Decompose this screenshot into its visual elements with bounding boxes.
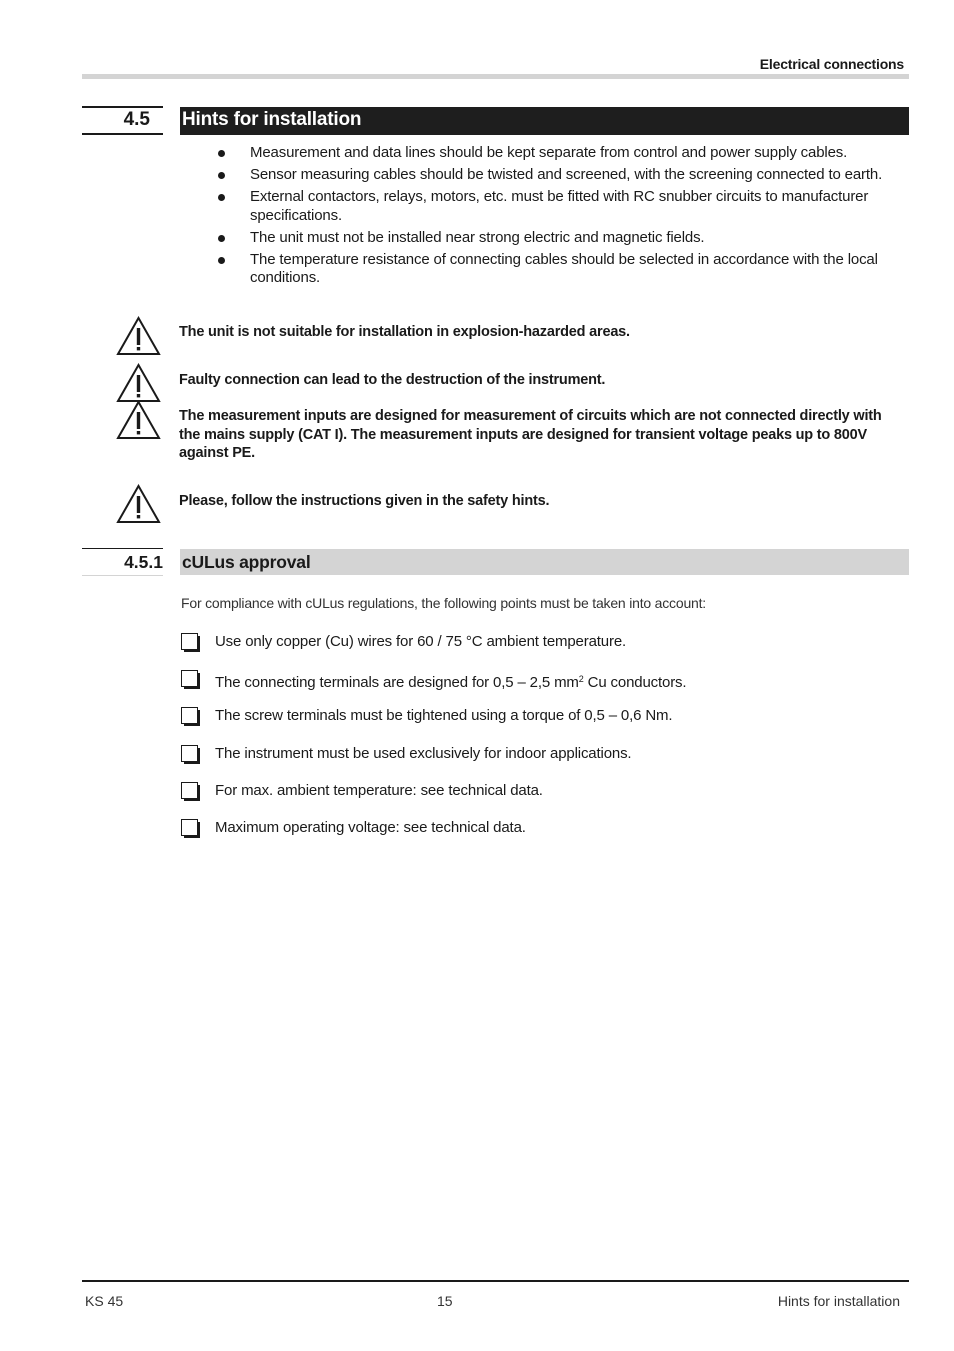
subsection-number-rule-bottom <box>82 575 163 576</box>
approval-checklist <box>181 630 686 853</box>
bullet-icon <box>218 194 225 201</box>
running-header: Electrical connections <box>759 56 904 72</box>
subsection-title: cULus approval <box>182 552 311 572</box>
warning-text: The measurement inputs are designed for measurement of circuits which are not connected directly with the mains supply (CAT I). The measurement inputs are designed for transient voltage peaks up to 800V against PE. <box>179 408 882 461</box>
checkbox-icon <box>181 707 198 724</box>
section-number-rule-bottom <box>82 133 163 135</box>
bullet-icon <box>218 257 225 264</box>
list-item: Measurement and data lines should be kept separate from control and power supply cables. <box>213 144 913 163</box>
checkbox-icon <box>181 745 198 762</box>
warning-triangle-icon <box>116 316 161 356</box>
list-item: The unit must not be installed near strong electric and magnetic fields. <box>213 229 913 248</box>
list-item: Sensor measuring cables should be twisted and screened, with the screening connected to earth. <box>213 166 913 185</box>
warning-text: Faulty connection can lead to the destruction of the instrument. <box>179 372 606 388</box>
warning-triangle-icon <box>116 363 161 403</box>
section-title: Hints for installation <box>182 109 362 130</box>
list-item: External contactors, relays, motors, etc. must be fitted with RC snubber circuits to manufacturer specifications. <box>213 188 913 225</box>
header-rule <box>82 74 909 79</box>
warning-text: Please, follow the instructions given in the safety hints. <box>179 493 550 509</box>
warning-text: The unit is not suitable for installation in explosion-hazarded areas. <box>179 324 630 340</box>
checklist-item: Maximum operating voltage: see technical data. <box>181 816 686 853</box>
subsection-intro: For compliance with cULus regulations, the following points must be taken into account: <box>181 595 706 611</box>
checkbox-icon <box>181 782 198 799</box>
checklist-item: The connecting terminals are designed for 0,5 – 2,5 $mm^2$ Cu conductors. <box>181 667 686 704</box>
hints-list <box>213 144 913 291</box>
bullet-icon <box>218 172 225 179</box>
bullet-icon <box>218 235 225 242</box>
superscript: 2 <box>578 674 584 685</box>
checklist-item: The instrument must be used exclusively for indoor applications. <box>181 742 686 779</box>
section-number: 4.5 <box>123 109 150 130</box>
section-number-rule-top <box>82 106 163 108</box>
subsection-number-rule-top <box>82 548 163 549</box>
warning-triangle-icon <box>116 484 161 524</box>
checkbox-icon <box>181 633 198 650</box>
checklist-item: The screw terminals must be tightened using a torque of 0,5 – 0,6 Nm. <box>181 704 686 741</box>
checklist-item: Use only copper (Cu) wires for 60 / 75 °C ambient temperature. <box>181 630 686 667</box>
footer-rule <box>82 1280 909 1282</box>
footer-product: KS 45 <box>85 1293 124 1309</box>
warning-triangle-icon <box>116 400 161 440</box>
checkbox-icon <box>181 819 198 836</box>
subsection-number: 4.5.1 <box>124 552 163 572</box>
page-number: 15 <box>437 1293 453 1309</box>
bullet-icon <box>218 150 225 157</box>
list-item: The temperature resistance of connecting cables should be selected in accordance with the local conditions. <box>213 251 913 288</box>
checkbox-icon <box>181 670 198 687</box>
footer-section-title: Hints for installation <box>777 1293 900 1309</box>
checklist-item: For max. ambient temperature: see technical data. <box>181 779 686 816</box>
